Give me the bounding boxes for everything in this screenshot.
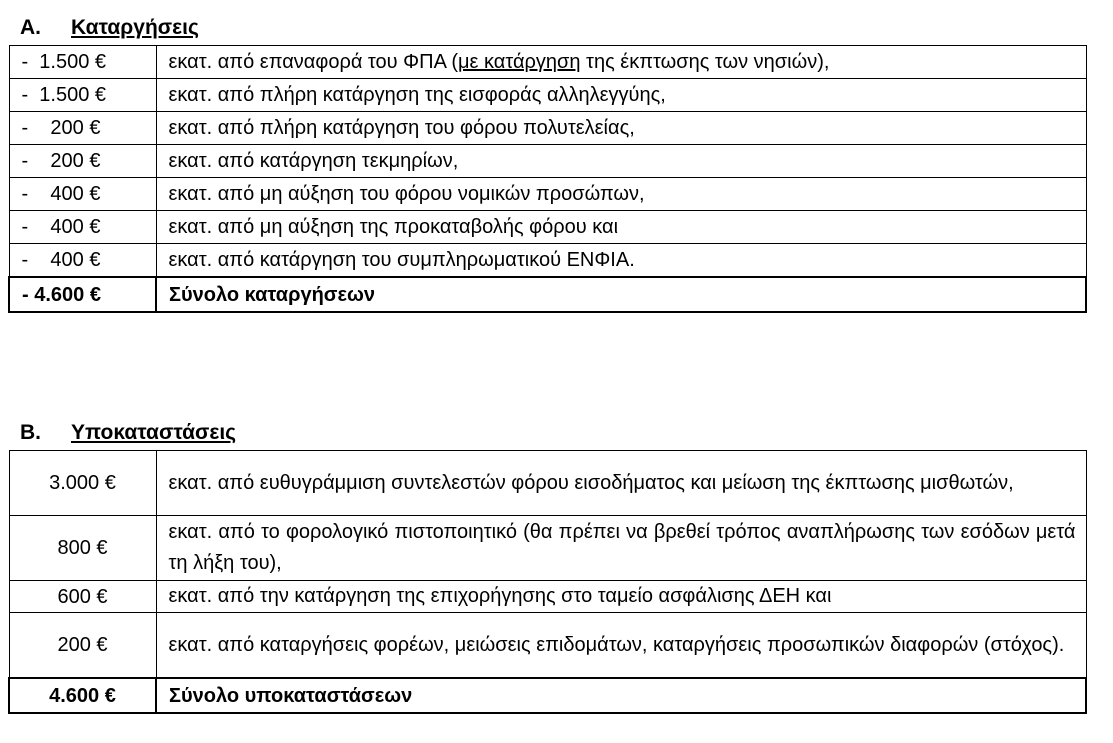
section-b-heading [20,421,236,445]
description-cell: εκατ. από μη αύξηση της προκαταβολής φόρου και [156,211,1086,244]
section-a-letter: Α. [20,16,41,39]
total-amount: - 4.600 € [9,277,156,312]
section-b-letter: Β. [20,421,41,444]
description-cell: εκατ. από πλήρη κατάργηση του φόρου πολυτελείας, [156,112,1086,145]
amount-cell: 200 € [9,613,156,679]
table-row [9,211,1086,244]
amount-cell: - 200 € [9,112,156,145]
amount-cell: - 1.500 € [9,79,156,112]
substitutions-table [8,450,1087,714]
table-row [9,613,1086,679]
description-text: εκατ. από επαναφορά του ΦΠΑ ( [168,51,459,73]
description-cell: εκατ. από μη αύξηση του φόρου νομικών προσώπων, [156,178,1086,211]
description-cell: εκατ. από κατάργηση του συμπληρωματικού ΕΝΦΙΑ. [156,244,1086,278]
description-cell: εκατ. από την κατάργηση της επιχορήγησης στο ταμείο ασφάλισης ΔΕΗ και [156,581,1086,613]
total-label: Σύνολο καταργήσεων [156,277,1086,312]
table-row [9,451,1086,516]
description-text: της έκπτωσης των νησιών), [580,51,830,73]
section-b-title: Υποκαταστάσεις [71,421,237,444]
amount-cell: 600 € [9,581,156,613]
table-row [9,145,1086,178]
description-cell [156,46,1086,79]
amount-cell: 3.000 € [9,451,156,516]
section-a-title: Καταργήσεις [71,16,199,39]
amount-cell: - 400 € [9,178,156,211]
description-cell: εκατ. από πλήρη κατάργηση της εισφοράς αλληλεγγύης, [156,79,1086,112]
description-cell: εκατ. από ευθυγράμμιση συντελεστών φόρου εισοδήματος και μείωση της έκπτωσης μισθωτών, [156,451,1086,516]
amount-cell: - 400 € [9,211,156,244]
table-row [9,46,1086,79]
table-row [9,516,1086,581]
underlined-phrase: με κατάργηση [458,51,581,73]
section-a-heading [20,16,199,40]
total-amount: 4.600 € [9,678,156,713]
description-cell: εκατ. από κατάργηση τεκμηρίων, [156,145,1086,178]
amount-cell: - 400 € [9,244,156,278]
total-label: Σύνολο υποκαταστάσεων [156,678,1086,713]
description-cell: εκατ. από καταργήσεις φορέων, μειώσεις επιδομάτων, καταργήσεις προσωπικών διαφορών (στόχος). [156,613,1086,679]
table-row [9,178,1086,211]
amount-cell: 800 € [9,516,156,581]
amount-cell: - 200 € [9,145,156,178]
table-row [9,244,1086,278]
amount-cell: - 1.500 € [9,46,156,79]
description-cell: εκατ. από το φορολογικό πιστοποιητικό (θα πρέπει να βρεθεί τρόπος αναπλήρωσης των εσόδων μετά τη λήξη του), [156,516,1086,581]
table-row [9,79,1086,112]
table-row [9,581,1086,613]
abolitions-table [8,45,1087,313]
total-row [9,678,1086,713]
total-row [9,277,1086,312]
table-row [9,112,1086,145]
